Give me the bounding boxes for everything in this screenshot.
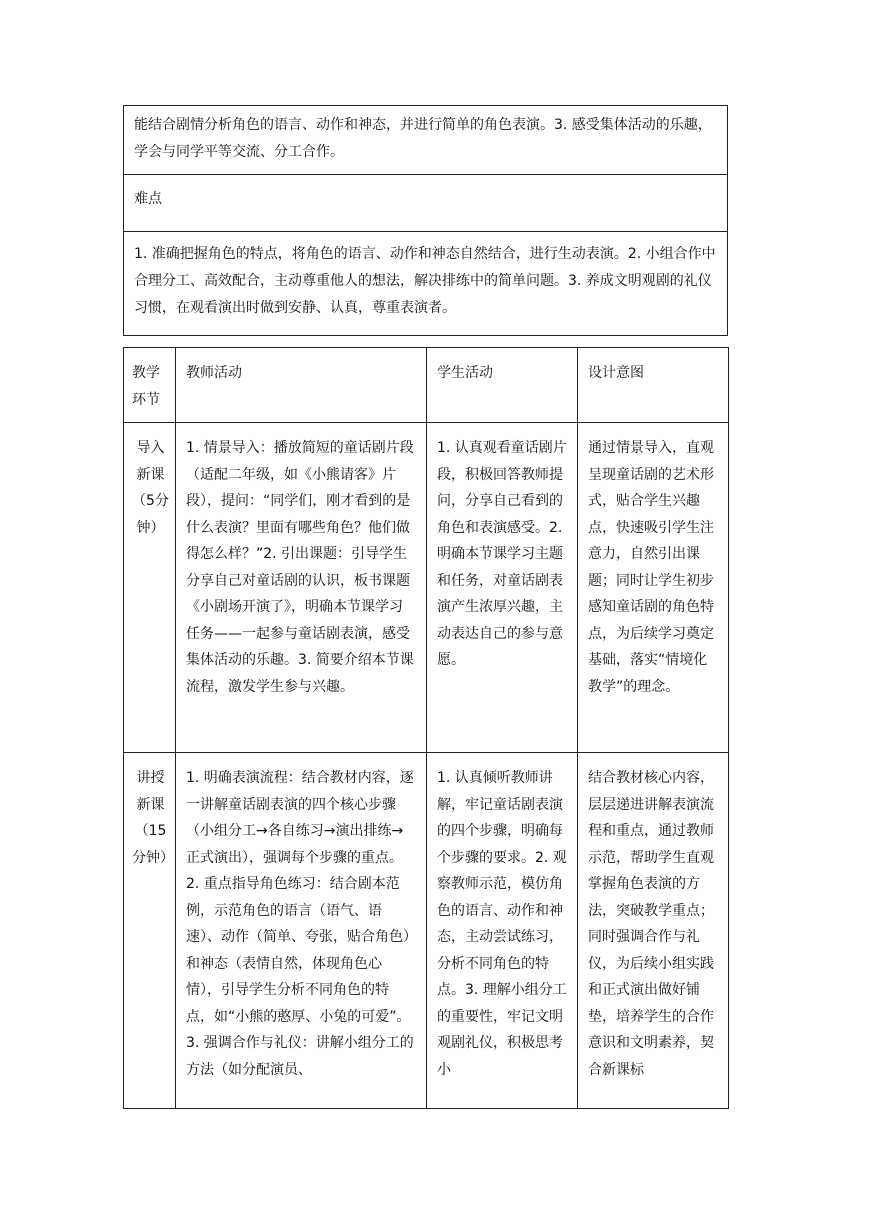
goals-text: 能结合剧情分析角色的语言、动作和神态，并进行简单的角色表演。3. 感受集体活动的乐趣，学会与同学平等交流、分工合作。: [134, 117, 712, 160]
table-header-row: [124, 348, 729, 423]
teacher-activity-cell: 1. 明确表演流程：结合教材内容，逐一讲解童话剧表演的四个核心步骤（小组分工→各自练习→演出排练→正式演出），强调每个步骤的重点。2. 重点指导角色练习：结合剧本范例，示范角色的语言（语气、语速）、动作（简单、夸张，贴合角色）和神态（表情自然，体现角色心情），引导学生分析不同角色的特点，如“小熊的憨厚、小兔的可爱”。3. 强调合作与礼仪：讲解小组分工的方法（如分配演员、: [176, 753, 427, 1109]
design-intent-cell: 通过情景导入，直观呈现童话剧的艺术形式，贴合学生兴趣点，快速吸引学生注意力，自然引出课题；同时让学生初步感知童话剧的角色特点，为后续学习奠定基础，落实“情境化教学”的理念。: [578, 423, 729, 753]
difficulty-heading: 难点: [134, 191, 162, 207]
stage-cell: 讲授新课（15分钟）: [124, 753, 176, 1109]
difficulty-heading-cell: [124, 175, 728, 232]
header-intent: 设计意图: [578, 348, 729, 423]
difficulty-text: 1. 准确把握角色的特点，将角色的语言、动作和神态自然结合，进行生动表演。2. 小组合作中合理分工、高效配合，主动尊重他人的想法，解决排练中的简单问题。3. 养成文明观剧的礼仪习惯，在观看演出时做到安静、认真，尊重表演者。: [134, 246, 716, 316]
header-student: 学生活动: [427, 348, 578, 423]
lesson-process-table: [123, 347, 729, 1109]
stage-cell: 导入新课（5分钟）: [124, 423, 176, 753]
table-row: [124, 753, 729, 1109]
design-intent-cell: 结合教材核心内容，层层递进讲解表演流程和重点，通过教师示范，帮助学生直观掌握角色表演的方法，突破教学重点；同时强调合作与礼仪，为后续小组实践和正式演出做好铺垫，培养学生的合作意识和文明素养，契合新课标: [578, 753, 729, 1109]
teacher-activity-cell: 1. 情景导入：播放简短的童话剧片段（适配二年级，如《小熊请客》片段），提问：“同学们，刚才看到的是什么表演？里面有哪些角色？他们做得怎么样？”2. 引出课题：引导学生分享自己对童话剧的认识，板书课题《小剧场开演了》，明确本节课学习任务——一起参与童话剧表演，感受集体活动的乐趣。3. 简要介绍本节课流程，激发学生参与兴趣。: [176, 423, 427, 753]
student-activity-cell: 1. 认真观看童话剧片段，积极回答教师提问，分享自己看到的角色和表演感受。2. 明确本节课学习主题和任务，对童话剧表演产生浓厚兴趣，主动表达自己的参与意愿。: [427, 423, 578, 753]
goals-text-cell: [124, 106, 728, 175]
header-teacher: 教师活动: [176, 348, 427, 423]
table-row: [124, 423, 729, 753]
student-activity-cell: 1. 认真倾听教师讲解，牢记童话剧表演的四个步骤，明确每个步骤的要求。2. 观察教师示范，模仿角色的语言、动作和神态，主动尝试练习，分析不同角色的特点。3. 理解小组分工的重要性，牢记文明观剧礼仪，积极思考小: [427, 753, 578, 1109]
goals-table: [123, 105, 728, 336]
difficulty-text-cell: [124, 232, 728, 336]
header-stage: 教学环节: [124, 348, 176, 423]
